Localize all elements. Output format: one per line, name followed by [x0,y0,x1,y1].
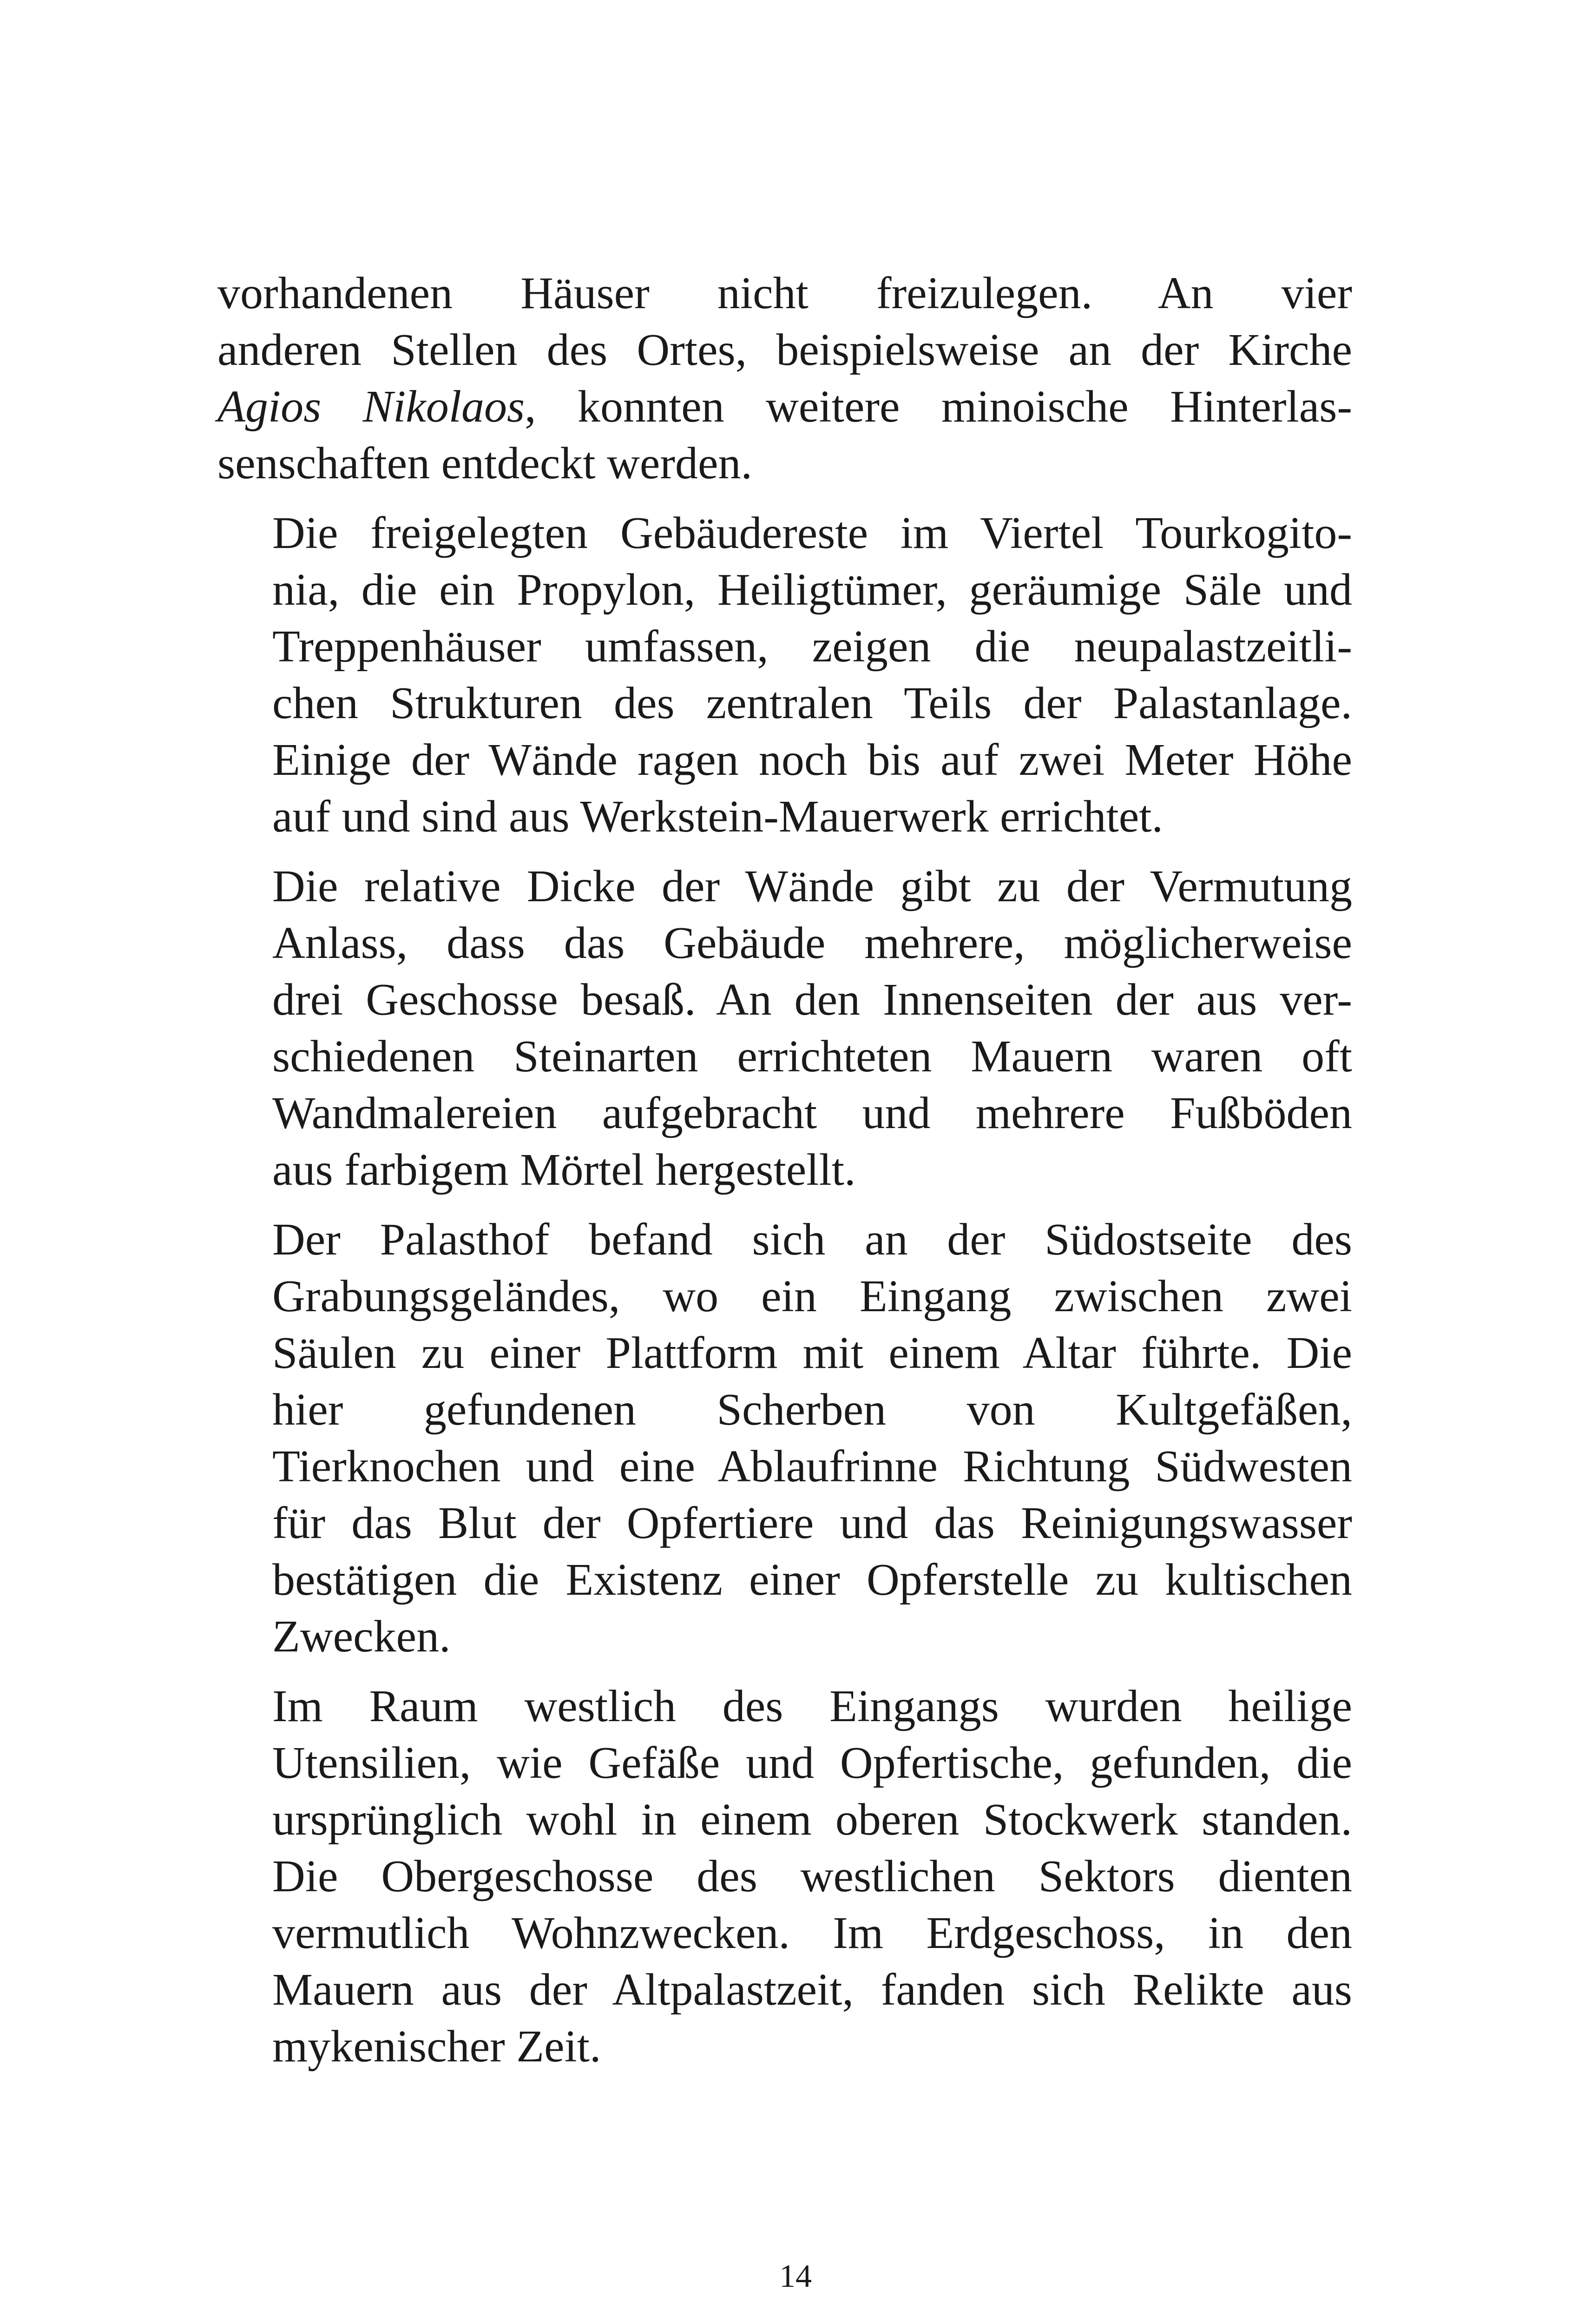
text-segment: Die relative Dicke der Wände gibt zu der Vermutung [272,861,1352,911]
text-line [217,1142,1352,1198]
text-segment: mykenischer Zeit. [272,2021,601,2072]
paragraph [217,858,1352,1198]
text-line [217,1438,1352,1495]
text-segment: vorhandenen Häuser nicht freizulegen. An vier [217,268,1352,318]
text-segment: Einige der Wände ragen noch bis auf zwei Meter Höhe [272,735,1352,785]
text-line [217,1268,1352,1325]
text-segment: Die Obergeschosse des westlichen Sektors dienten [272,1851,1352,1901]
text-segment: für das Blut der Opfertiere und das Reinigungswasser [272,1498,1352,1548]
paragraph [217,505,1352,845]
paragraph [217,1678,1352,2075]
text-line [217,1961,1352,2018]
text-line [217,618,1352,675]
text-segment: vermutlich Wohnzwecken. Im Erdgeschoss, in den [272,1908,1352,1958]
paragraph [217,1211,1352,1665]
text-segment: Anlass, dass das Gebäude mehrere, möglicherweise [272,918,1352,968]
text-segment: Wandmalereien aufgebracht und mehrere Fußböden [272,1088,1352,1138]
text-segment: , konnten weitere minoische Hinterlas- [525,382,1353,432]
text-line [217,1325,1352,1381]
body-text [217,265,1352,2088]
text-segment: aus farbigem Mörtel hergestellt. [272,1145,856,1195]
text-segment: Die freigelegten Gebäudereste im Viertel Tourkogito- [272,508,1352,558]
text-line [217,1552,1352,1608]
text-segment: Zwecken. [272,1611,451,1662]
text-line [217,1608,1352,1665]
text-line [217,1735,1352,1791]
text-line [217,1791,1352,1848]
text-line [217,788,1352,845]
page-number: 14 [779,2258,812,2294]
text-line [217,675,1352,732]
text-segment: Utensilien, wie Gefäße und Opfertische, gefunden, die [272,1738,1352,1788]
text-line [217,1028,1352,1085]
text-line [217,1848,1352,1905]
text-segment: drei Geschosse besaß. An den Innenseiten der aus ver- [272,975,1352,1025]
text-segment: chen Strukturen des zentralen Teils der Palastanlage. [272,678,1352,728]
paragraph [217,265,1352,492]
text-line [217,1211,1352,1268]
text-segment: auf und sind aus Werkstein-Mauerwerk errichtet. [272,792,1163,842]
italic-text: Agios Nikolaos [217,382,525,432]
text-line [217,378,1352,435]
text-segment: Treppenhäuser umfassen, zeigen die neupalastzeitli- [272,621,1352,672]
text-segment: bestätigen die Existenz einer Opferstelle zu kultischen [272,1555,1352,1605]
text-line [217,1495,1352,1552]
text-line [217,971,1352,1028]
text-line [217,505,1352,561]
text-line [217,1381,1352,1438]
text-line [217,1085,1352,1142]
text-segment: hier gefundenen Scherben von Kultgefäßen, [272,1385,1352,1435]
text-line [217,1678,1352,1735]
text-line [217,265,1352,322]
text-line [217,858,1352,915]
text-segment: Mauern aus der Altpalastzeit, fanden sich Relikte aus [272,1965,1352,2015]
text-line [217,322,1352,378]
text-line [217,915,1352,971]
text-segment: nia, die ein Propylon, Heiligtümer, geräumige Säle und [272,565,1352,615]
text-line [217,435,1352,492]
text-segment: Der Palasthof befand sich an der Südostseite des [272,1215,1352,1265]
text-segment: Im Raum westlich des Eingangs wurden heilige [272,1681,1352,1731]
text-segment: Tierknochen und eine Ablaufrinne Richtung Südwesten [272,1441,1352,1492]
text-segment: schiedenen Steinarten errichteten Mauern waren oft [272,1031,1352,1082]
text-segment: anderen Stellen des Ortes, beispielsweise an der Kirche [217,325,1352,375]
text-segment: Grabungsgeländes, wo ein Eingang zwischen zwei [272,1271,1352,1321]
text-line [217,732,1352,788]
text-line [217,561,1352,618]
text-line [217,2018,1352,2075]
text-line [217,1905,1352,1961]
text-segment: Säulen zu einer Plattform mit einem Altar führte. Die [272,1328,1352,1378]
text-segment: senschaften entdeckt werden. [217,438,752,489]
text-segment: ursprünglich wohl in einem oberen Stockwerk standen. [272,1795,1352,1845]
